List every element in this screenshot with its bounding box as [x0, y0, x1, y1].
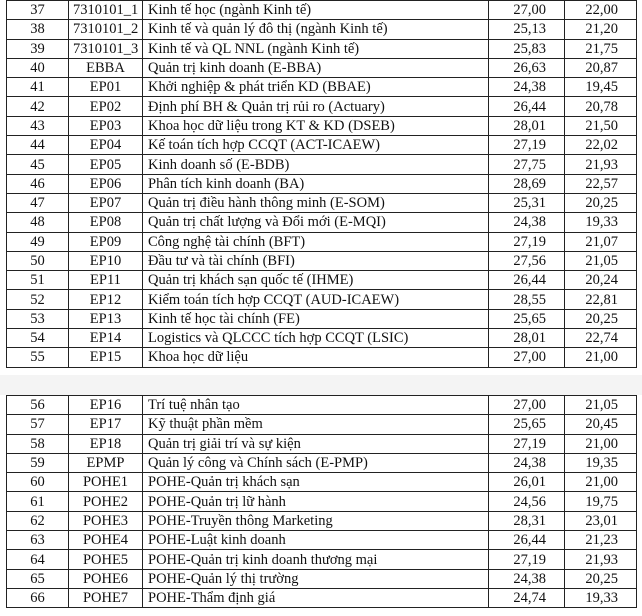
table-row	[7, 20, 637, 39]
score-2-cell: 19,33	[565, 213, 637, 232]
score-1-cell: 26,44	[489, 271, 565, 290]
table-row	[7, 251, 637, 270]
table-row	[7, 309, 637, 328]
score-2-cell: 22,02	[565, 136, 637, 155]
program-name-cell: Kiểm toán tích hợp CCQT (AUD-ICAEW)	[143, 290, 489, 309]
score-2-cell: 23,01	[565, 511, 637, 530]
admission-scores-table-top	[6, 0, 637, 368]
table-row	[7, 193, 637, 212]
row-number-cell: 51	[7, 271, 69, 290]
program-name-cell: Khoa học dữ liệu trong KT & KD (DSEB)	[143, 116, 489, 135]
program-name-cell: Quản trị kinh doanh (E-BBA)	[143, 58, 489, 77]
table-row	[7, 290, 637, 309]
program-name-cell: Quản trị chất lượng và Đổi mới (E-MQI)	[143, 213, 489, 232]
row-number-cell: 54	[7, 329, 69, 348]
program-name-cell: Trí tuệ nhân tạo	[143, 396, 489, 415]
table-row	[7, 39, 637, 58]
program-code-cell: EP12	[69, 290, 143, 309]
program-name-cell: Quản trị giải trí và sự kiện	[143, 434, 489, 453]
score-1-cell: 28,31	[489, 511, 565, 530]
program-name-cell: Công nghệ tài chính (BFT)	[143, 232, 489, 251]
table-row	[7, 232, 637, 251]
row-number-cell: 65	[7, 569, 69, 588]
score-2-cell: 22,57	[565, 174, 637, 193]
score-1-cell: 27,56	[489, 251, 565, 270]
table-row	[7, 97, 637, 116]
row-number-cell: 46	[7, 174, 69, 193]
program-code-cell: POHE5	[69, 550, 143, 569]
program-code-cell: EP08	[69, 213, 143, 232]
score-1-cell: 25,13	[489, 20, 565, 39]
table-row	[7, 588, 637, 607]
row-number-cell: 47	[7, 193, 69, 212]
program-code-cell: EP05	[69, 155, 143, 174]
program-name-cell: Khởi nghiệp & phát triển KD (BBAE)	[143, 78, 489, 97]
score-1-cell: 24,38	[489, 78, 565, 97]
program-name-cell: Quản lý công và Chính sách (E-PMP)	[143, 453, 489, 472]
row-number-cell: 63	[7, 531, 69, 550]
table-row	[7, 136, 637, 155]
program-name-cell: Kinh tế và QL NNL (ngành Kinh tế)	[143, 39, 489, 58]
score-1-cell: 27,19	[489, 434, 565, 453]
score-2-cell: 21,93	[565, 550, 637, 569]
row-number-cell: 56	[7, 396, 69, 415]
score-1-cell: 24,38	[489, 569, 565, 588]
score-1-cell: 26,01	[489, 473, 565, 492]
score-1-cell: 24,74	[489, 588, 565, 607]
score-1-cell: 27,19	[489, 550, 565, 569]
row-number-cell: 50	[7, 251, 69, 270]
row-number-cell: 66	[7, 588, 69, 607]
program-code-cell: EP04	[69, 136, 143, 155]
table-row	[7, 213, 637, 232]
table-row	[7, 531, 637, 550]
score-2-cell: 21,05	[565, 251, 637, 270]
program-code-cell: POHE2	[69, 492, 143, 511]
program-code-cell: EP02	[69, 97, 143, 116]
row-number-cell: 60	[7, 473, 69, 492]
score-1-cell: 27,19	[489, 232, 565, 251]
table-row	[7, 415, 637, 434]
table-row	[7, 348, 637, 367]
table-row	[7, 492, 637, 511]
row-number-cell: 37	[7, 1, 69, 20]
program-code-cell: 7310101_3	[69, 39, 143, 58]
score-2-cell: 21,50	[565, 116, 637, 135]
score-1-cell: 24,38	[489, 213, 565, 232]
score-2-cell: 21,23	[565, 531, 637, 550]
score-1-cell: 26,44	[489, 531, 565, 550]
score-1-cell: 25,31	[489, 193, 565, 212]
table-row	[7, 1, 637, 20]
table-row	[7, 116, 637, 135]
score-1-cell: 27,19	[489, 136, 565, 155]
program-code-cell: EP13	[69, 309, 143, 328]
program-name-cell: Kinh tế học tài chính (FE)	[143, 309, 489, 328]
table-bottom-body	[7, 396, 637, 608]
program-name-cell: Kỹ thuật phần mềm	[143, 415, 489, 434]
row-number-cell: 42	[7, 97, 69, 116]
table-row	[7, 453, 637, 472]
row-number-cell: 41	[7, 78, 69, 97]
program-name-cell: Kế toán tích hợp CCQT (ACT-ICAEW)	[143, 136, 489, 155]
row-number-cell: 62	[7, 511, 69, 530]
score-1-cell: 26,44	[489, 97, 565, 116]
score-1-cell: 26,63	[489, 58, 565, 77]
score-2-cell: 19,75	[565, 492, 637, 511]
table-row	[7, 58, 637, 77]
program-name-cell: Đầu tư và tài chính (BFI)	[143, 251, 489, 270]
score-2-cell: 20,87	[565, 58, 637, 77]
table-top-body	[7, 1, 637, 368]
score-1-cell: 28,01	[489, 329, 565, 348]
score-1-cell: 25,65	[489, 415, 565, 434]
program-name-cell: POHE-Quản trị lữ hành	[143, 492, 489, 511]
score-2-cell: 21,05	[565, 396, 637, 415]
row-number-cell: 53	[7, 309, 69, 328]
row-number-cell: 49	[7, 232, 69, 251]
score-1-cell: 27,00	[489, 396, 565, 415]
program-code-cell: POHE4	[69, 531, 143, 550]
row-number-cell: 55	[7, 348, 69, 367]
score-2-cell: 21,20	[565, 20, 637, 39]
row-number-cell: 58	[7, 434, 69, 453]
score-2-cell: 20,24	[565, 271, 637, 290]
program-code-cell: EP15	[69, 348, 143, 367]
score-2-cell: 19,35	[565, 453, 637, 472]
program-code-cell: EP01	[69, 78, 143, 97]
program-code-cell: 7310101_1	[69, 1, 143, 20]
program-code-cell: EPMP	[69, 453, 143, 472]
program-name-cell: Định phí BH & Quản trị rủi ro (Actuary)	[143, 97, 489, 116]
row-number-cell: 44	[7, 136, 69, 155]
row-number-cell: 39	[7, 39, 69, 58]
score-2-cell: 22,00	[565, 1, 637, 20]
row-number-cell: 45	[7, 155, 69, 174]
score-2-cell: 20,25	[565, 309, 637, 328]
program-code-cell: EP16	[69, 396, 143, 415]
row-number-cell: 64	[7, 550, 69, 569]
program-name-cell: Phân tích kinh doanh (BA)	[143, 174, 489, 193]
program-name-cell: Kinh tế và quản lý đô thị (ngành Kinh tế)	[143, 20, 489, 39]
score-2-cell: 20,78	[565, 97, 637, 116]
program-code-cell: EP06	[69, 174, 143, 193]
program-name-cell: POHE-Quản trị kinh doanh thương mại	[143, 550, 489, 569]
program-name-cell: Kinh tế học (ngành Kinh tế)	[143, 1, 489, 20]
program-name-cell: POHE-Luật kinh doanh	[143, 531, 489, 550]
admission-scores-table-bottom	[6, 395, 637, 608]
table-row	[7, 473, 637, 492]
table-row	[7, 434, 637, 453]
score-2-cell: 21,75	[565, 39, 637, 58]
score-1-cell: 28,69	[489, 174, 565, 193]
score-2-cell: 20,25	[565, 193, 637, 212]
program-name-cell: Quản trị điều hành thông minh (E-SOM)	[143, 193, 489, 212]
score-2-cell: 21,00	[565, 434, 637, 453]
program-name-cell: Logistics và QLCCC tích hợp CCQT (LSIC)	[143, 329, 489, 348]
program-name-cell: POHE-Truyền thông Marketing	[143, 511, 489, 530]
score-2-cell: 20,25	[565, 569, 637, 588]
program-code-cell: EP03	[69, 116, 143, 135]
table-row	[7, 511, 637, 530]
score-2-cell: 21,00	[565, 473, 637, 492]
row-number-cell: 57	[7, 415, 69, 434]
row-number-cell: 52	[7, 290, 69, 309]
program-code-cell: POHE6	[69, 569, 143, 588]
row-number-cell: 59	[7, 453, 69, 472]
score-2-cell: 20,45	[565, 415, 637, 434]
table-row	[7, 396, 637, 415]
score-2-cell: 22,74	[565, 329, 637, 348]
program-name-cell: POHE-Thẩm định giá	[143, 588, 489, 607]
score-1-cell: 24,38	[489, 453, 565, 472]
score-2-cell: 21,07	[565, 232, 637, 251]
program-code-cell: POHE1	[69, 473, 143, 492]
program-code-cell: EP14	[69, 329, 143, 348]
table-row	[7, 155, 637, 174]
program-code-cell: EP11	[69, 271, 143, 290]
program-code-cell: EP18	[69, 434, 143, 453]
program-name-cell: Khoa học dữ liệu	[143, 348, 489, 367]
program-name-cell: Kinh doanh số (E-BDB)	[143, 155, 489, 174]
score-1-cell: 28,01	[489, 116, 565, 135]
score-2-cell: 22,81	[565, 290, 637, 309]
table-row	[7, 550, 637, 569]
score-1-cell: 28,55	[489, 290, 565, 309]
row-number-cell: 61	[7, 492, 69, 511]
score-1-cell: 27,75	[489, 155, 565, 174]
program-code-cell: POHE3	[69, 511, 143, 530]
program-code-cell: EP07	[69, 193, 143, 212]
program-code-cell: POHE7	[69, 588, 143, 607]
score-2-cell: 19,33	[565, 588, 637, 607]
table-row	[7, 329, 637, 348]
score-2-cell: 21,00	[565, 348, 637, 367]
score-2-cell: 19,45	[565, 78, 637, 97]
program-name-cell: Quản trị khách sạn quốc tế (IHME)	[143, 271, 489, 290]
program-code-cell: EP09	[69, 232, 143, 251]
table-row	[7, 174, 637, 193]
score-1-cell: 25,65	[489, 309, 565, 328]
score-1-cell: 27,00	[489, 348, 565, 367]
score-1-cell: 27,00	[489, 1, 565, 20]
page-gap	[0, 375, 642, 395]
program-code-cell: 7310101_2	[69, 20, 143, 39]
row-number-cell: 48	[7, 213, 69, 232]
row-number-cell: 40	[7, 58, 69, 77]
score-1-cell: 25,83	[489, 39, 565, 58]
table-row	[7, 78, 637, 97]
program-code-cell: EBBA	[69, 58, 143, 77]
program-code-cell: EP10	[69, 251, 143, 270]
program-code-cell: EP17	[69, 415, 143, 434]
program-name-cell: POHE-Quản lý thị trường	[143, 569, 489, 588]
table-row	[7, 271, 637, 290]
program-name-cell: POHE-Quản trị khách sạn	[143, 473, 489, 492]
score-2-cell: 21,93	[565, 155, 637, 174]
score-1-cell: 24,56	[489, 492, 565, 511]
table-row	[7, 569, 637, 588]
row-number-cell: 38	[7, 20, 69, 39]
row-number-cell: 43	[7, 116, 69, 135]
